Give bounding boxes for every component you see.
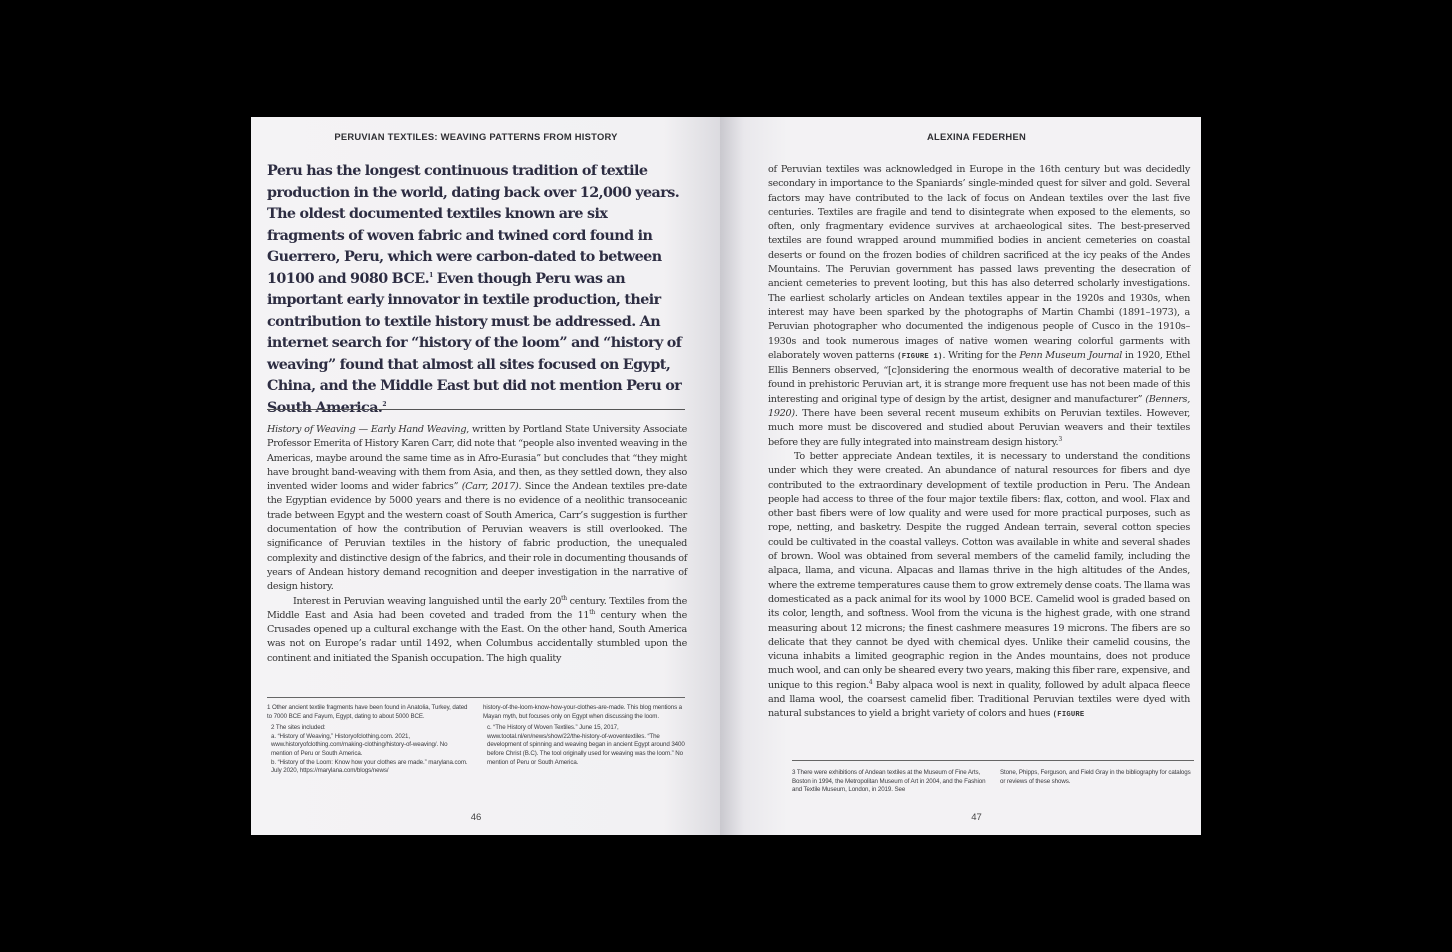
page-number-right: 47 bbox=[971, 812, 982, 823]
right-body-text bbox=[768, 163, 1190, 723]
body-paragraph-3: of Peruvian textiles was acknowledged in Europe in the 16th century but was decidedly secondary in importance to the Spaniards’ single-minded quest for silver and gold. Several factors may have contributed to the lack of focus on Andean textiles over the last five centuries. Textiles are fragile and tend to disintegrate when exposed to the elements, so often, only fragmentary evidence survives at archaeological sites. The best-preserved textiles are found wrapped around mummified bodies in ancient cemeteries on coastal deserts or found on the frozen bodies of children sacrificed at the icy peaks of the Andes Mountains. The Peruvian government has passed laws preventing the desecration of ancient cemeteries to prevent looting, but this has also deterred scholarly investigations. The earliest scholarly articles on Andean textiles appear in the 1920s and 1930s, when interest may have been sparked by the photographs of Martin Chambi (1891–1973), a Peruvian photographer who documented the indigenous people of Cusco in the 1910s–1930s and took numerous images of native women wearing colorful garments with elaborately woven patterns (FIGURE 1). Writing for the Penn Museum Journal in 1920, Ethel Ellis Benners observed, “[c]onsidering the enormous wealth of decorative material to be found in prehistoric Peruvian art, it is strange more frequent use has not been made of this interesting and original type of design by the artist, designer and manufacturer” (Benners, 1920). There have been several recent museum exhibits on Peruvian textiles. However, much more must be discovered and studied about Peruvian weavers and their textiles before they are fully integrated into mainstream design history.$^3$ bbox=[768, 164, 1191, 448]
footnote-2b-cont: history-of-the-loom-know-how-your-clothes-are-made. This blog mentions a Mayan myth, but focuses only on Egypt when discussing the loom. bbox=[483, 704, 683, 720]
figure-ref-2: (FIGURE bbox=[1052, 711, 1085, 720]
footnote-column-2 bbox=[483, 704, 685, 776]
footnote-3: 3 There were exhibitions of Andean textiles at the Museum of Fine Arts, Boston in 1994, the Metropolitan Museum of Art in 2004, and the Fashion and Textile Museum, London, in 2019. See bbox=[792, 769, 986, 794]
left-page bbox=[251, 117, 720, 835]
lead-text-2: Even though Peru was an important early innovator in textile production, their contribution to textile history must be addressed. An internet search for “history of the loom” and “history of weaving” found that almost all sites focused on Egypt, China, and the Middle East but did not mention Peru or South America. bbox=[267, 270, 682, 416]
citation: (Carr, 2017) bbox=[461, 481, 519, 493]
lead-divider bbox=[267, 409, 685, 410]
book-title: History of Weaving — Early Hand Weaving bbox=[267, 424, 467, 435]
body-paragraph-2: Interest in Peruvian weaving languished until the early 20th century. Textiles from the Middle East and Asia had been coveted and traded from the 11th century when the Crusades opened up a cultural exchange with the East. On the other hand, South America was not on Europe’s radar until 1492, when Columbus accidentally stumbled upon the continent and initiated the Spanish occupation. The high quality bbox=[267, 594, 687, 664]
footnote-column-4 bbox=[1000, 769, 1194, 798]
figure-ref-1: (FIGURE 1) bbox=[897, 352, 943, 361]
running-head-right: ALEXINA FEDERHEN bbox=[927, 131, 1026, 142]
footnote-2b: b. “History of the Loom: Know how your clothes are made.” marylana.com. July 2020, https://marylana.com/blogs/news/ bbox=[271, 758, 468, 775]
footnote-ref-4: 4 bbox=[868, 678, 873, 686]
footnote-3-cont: Stone, Phipps, Ferguson, and Field Gray in the bibliography for catalogs or reviews of these shows. bbox=[1000, 769, 1191, 785]
footnotes-right bbox=[792, 769, 1194, 798]
page-number-left: 46 bbox=[470, 812, 482, 823]
journal-title: Penn Museum Journal bbox=[1019, 349, 1123, 361]
running-head-left: PERUVIAN TEXTILES: WEAVING PATTERNS FROM HISTORY bbox=[334, 131, 618, 142]
footnote-column-3 bbox=[792, 769, 986, 798]
lead-paragraph bbox=[267, 161, 687, 419]
body-paragraph-4: To better appreciate Andean textiles, it is necessary to understand the conditions under which they were created. An abundance of natural resources for fibers and dye contributed to the extraordinary development of textile production in Peru. The Andean people had access to three of the four major textile fibers: flax, cotton, and wool. Flax and other bast fibers were of low quality and were used for more practical purposes, such as rope, netting, and basketry. Despite the rugged Andean terrain, several cotton species could be cultivated in the coastal valleys. Cotton was available in white and several shades of brown. Wool was obtained from several members of the camelid family, including the alpaca, llama, and vicuna. Alpacas and llamas thrive in the high altitudes of the Andes, where the extreme temperatures cause them to grow extremely dense coats. The llama was domesticated as a pack animal for its wool by 1000 BCE. Camelid wool is graded based on its color, length, and softness. Wool from the vicuna is the highest grade, with one strand measuring about 12 microns; the finest cashmere measures 19 microns. The fibers are so delicate that they cannot be dyed with chemical dyes. Unlike their camelid cousins, the vicuna inhabits a limited geographic region in the Andes mountains, does not produce much wool, and can only be sheared every two years, making this fiber rare, expensive, and unique to this region.$^4$ Baby alpaca wool is next in quality, followed by adult alpaca fleece and llama wool, the coarsest camelid fiber. Traditional Peruvian textiles were dyed with natural substances to yield a bright variety of colors and hues (FIGURE bbox=[768, 450, 1190, 720]
left-body-text bbox=[267, 423, 687, 666]
footnote-ref-1: 1 bbox=[429, 271, 433, 279]
footnote-ref-2: 2 bbox=[382, 400, 386, 408]
body-paragraph-1: History of Weaving — Early Hand Weaving, written by Portland State University Associate Professor Emerita of History Karen Carr, did note that “people also invented weaving in the Americas, maybe around the same time as in Afro-Eurasia” but concludes that “they might have brought band-weaving with them from Asia, and then, as they settled down, they also invented wider looms and wider fabrics” (Carr, 2017). Since the Andean textiles pre-date the Egyptian evidence by 5000 years and there is no evidence of a neolithic transoceanic trade between Egypt and the western coast of South America, Carr’s suggestion is further documentation of how the contribution of Peruvian weavers is still overlooked. The significance of Peruvian textiles in the history of fabric production, the unequaled complexity and distinctive design of the fabrics, and their role in documenting thousands of years of Andean history demand recognition and deeper investigation in the narrative of design history. bbox=[267, 424, 687, 593]
footnote-2a: a. “History of Weaving,” Historyofclothing.com. 2021, www.historyofclothing.com/making-clothing/history-of-weaving/. No mention of Peru or South America. bbox=[271, 732, 448, 757]
footnote-2c: c. “The History of Woven Textiles.” June 15, 2017, www.tootal.nl/en/news/show/22/the-history-of-woventextiles. “The development of spinning and weaving began in ancient Egypt around 3400 before Christ (B.C). The tool originally used for weaving was the loom.” No mention of Peru or South America. bbox=[487, 724, 685, 766]
footnote-1: 1 Other ancient textile fragments have been found in Anatolia, Turkey, dated to 7000 BCE and Fayum, Egypt, dating to about 5000 BCE. bbox=[267, 704, 468, 720]
lead-text: Peru has the longest continuous tradition of textile production in the world, dating back over 12,000 years. The oldest documented textiles known are six fragments of woven fabric and twined cord found in Guerrero, Peru, which were carbon-dated to between 10100 and 9080 BCE. bbox=[267, 163, 680, 287]
citation-benners: (Benners, 1920) bbox=[768, 393, 1190, 420]
footnote-ref-3: 3 bbox=[1058, 435, 1062, 443]
footnote-divider-left bbox=[267, 697, 685, 698]
footnotes-left bbox=[267, 704, 685, 776]
right-page bbox=[720, 117, 1201, 835]
footnote-2-head: 2 The sites included: bbox=[271, 724, 326, 732]
footnote-column-1 bbox=[267, 704, 469, 776]
footnote-divider-right bbox=[792, 760, 1194, 761]
